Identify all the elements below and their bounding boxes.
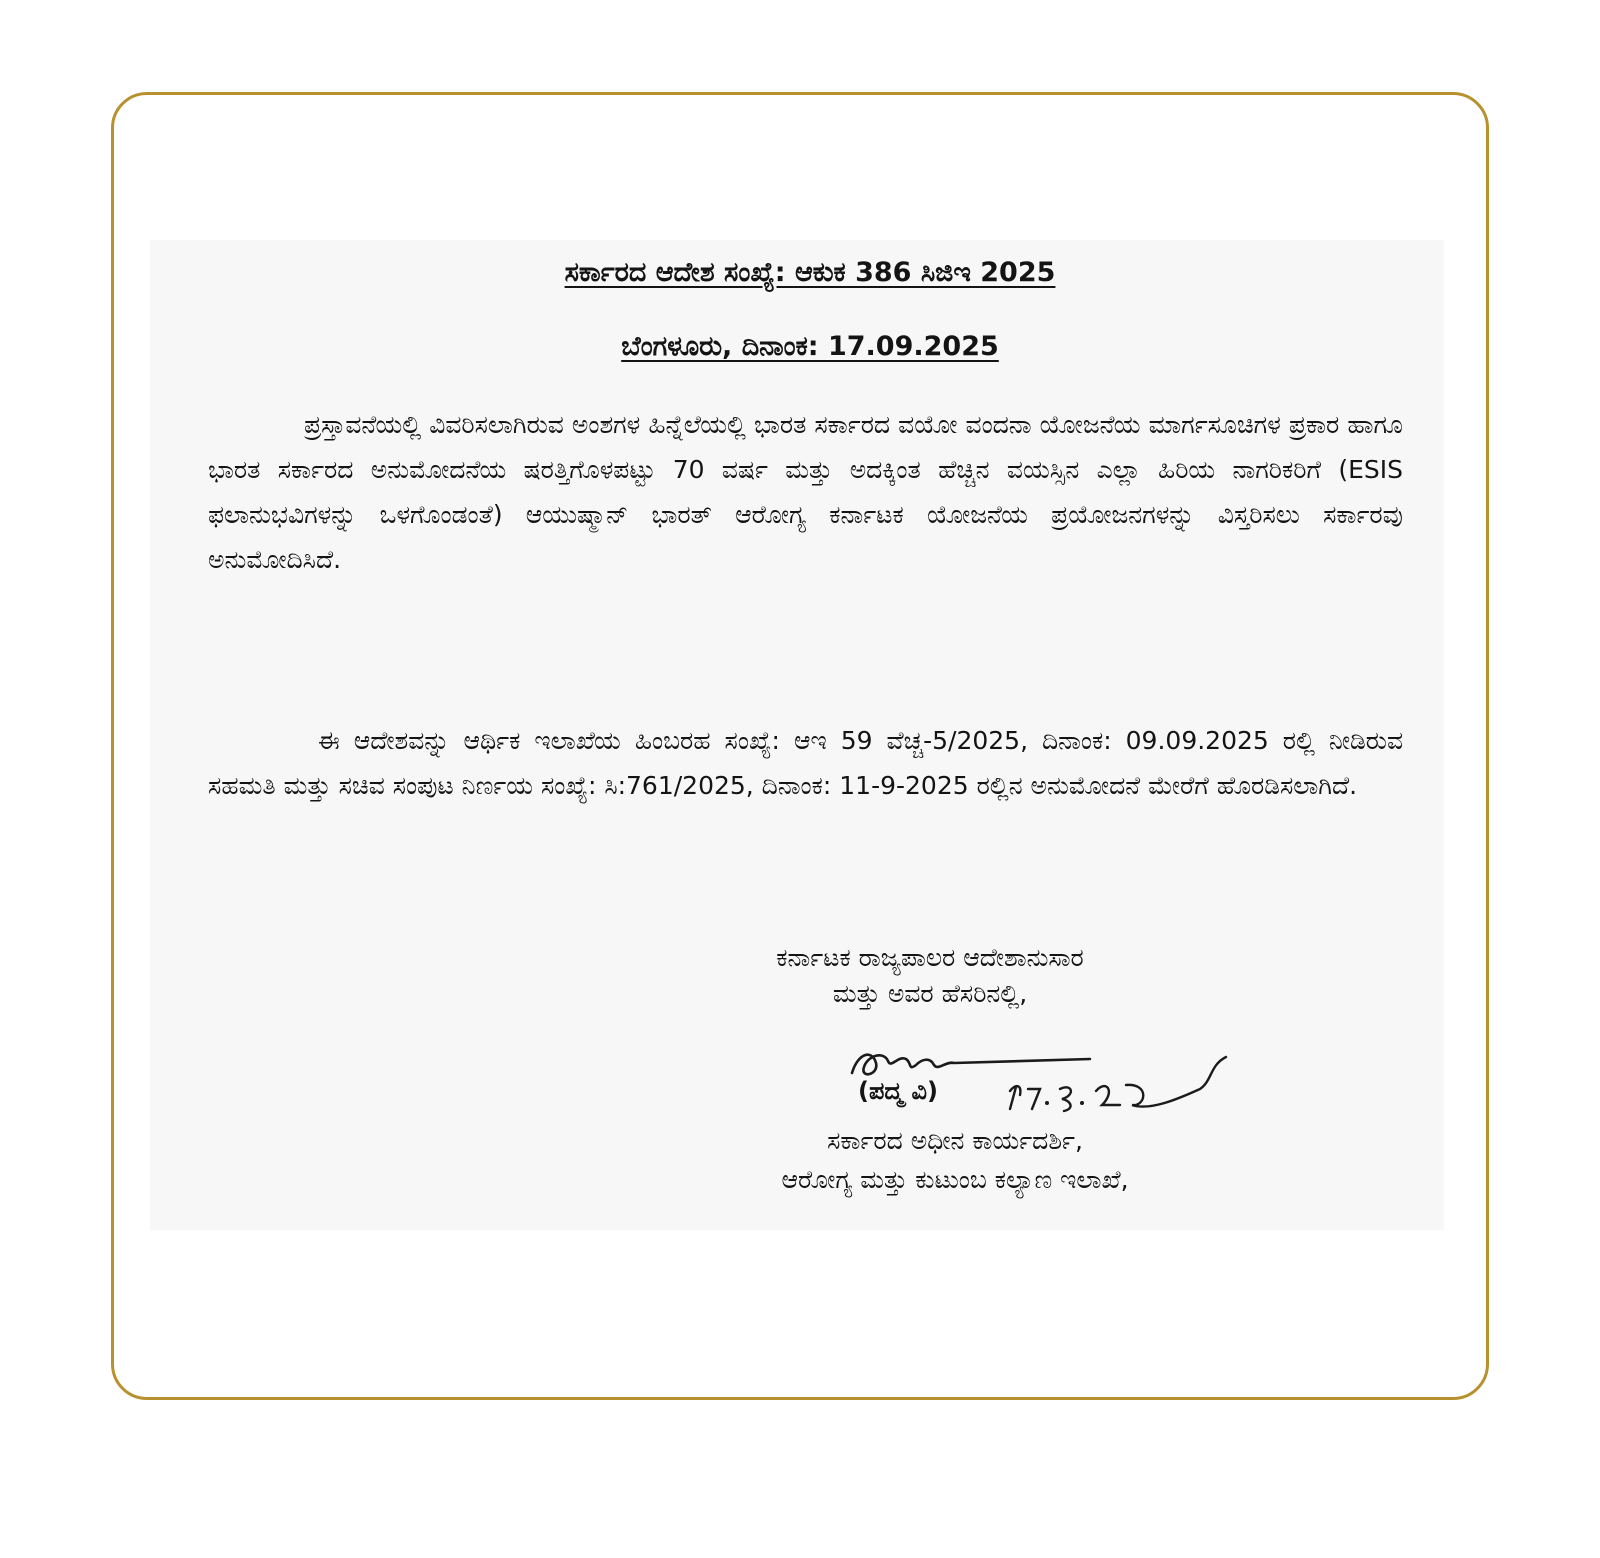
signatory-name: (ಪದ್ಮ ವಿ) xyxy=(858,1077,938,1105)
signature-block xyxy=(850,1045,1260,1125)
closing-line-name-of-governor: ಮತ್ತು ಅವರ ಹೆಸರಿನಲ್ಲಿ, xyxy=(832,979,1028,1008)
closing-line-governor-order: ಕರ್ನಾಟಕ ರಾಜ್ಯಪಾಲರ ಆದೇಶಾನುಸಾರ xyxy=(776,943,1084,972)
signatory-department: ಆರೋಗ್ಯ ಮತ್ತು ಕುಟುಂಬ ಕಲ್ಯಾಣ ಇಲಾಖೆ, xyxy=(781,1165,1129,1194)
order-paragraph-approval: ಪ್ರಸ್ತಾವನೆಯಲ್ಲಿ ವಿವರಿಸಲಾಗಿರುವ ಅಂಶಗಳ ಹಿನ್ನೆಲೆಯಲ್ಲಿ ಭಾರತ ಸರ್ಕಾರದ ವಯೋ ವಂದನಾ ಯೋಜನೆಯ ಮಾರ್ಗಸೂಚಿಗಳ ಪ್ರಕಾರ ಹಾಗೂ ಭಾರತ ಸರ್ಕಾರದ ಅನುಮೋದನೆಯ ಷರತ್ತಿಗೊಳಪಟ್ಟು 70 ವರ್ಷ ಮತ್ತು ಅದಕ್ಕಿಂತ ಹೆಚ್ಚಿನ ವಯಸ್ಸಿನ ಎಲ್ಲಾ ಹಿರಿಯ ನಾಗರಿಕರಿಗೆ (ESIS ಫಲಾನುಭವಿಗಳನ್ನು ಒಳಗೊಂಡಂತೆ) ಆಯುಷ್ಮಾನ್ ಭಾರತ್ ಆರೋಗ್ಯ ಕರ್ನಾಟಕ ಯೋಜನೆಯ ಪ್ರಯೋಜನಗಳನ್ನು ವಿಸ್ತರಿಸಲು ಸರ್ಕಾರವು ಅನುಮೋದಿಸಿದೆ. xyxy=(208,410,1403,574)
signatory-designation: ಸರ್ಕಾರದ ಅಧೀನ ಕಾರ್ಯದರ್ಶಿ, xyxy=(827,1126,1083,1155)
order-number-text: ಸರ್ಕಾರದ ಆದೇಶ ಸಂಖ್ಯೆ: ಆಕುಕ 386 ಸಿಜಿಇ 2025 xyxy=(564,257,1056,288)
order-number-heading xyxy=(190,256,1430,290)
place-date-heading xyxy=(190,330,1430,364)
place-date-text: ಬೆಂಗಳೂರು, ದಿನಾಂಕ: 17.09.2025 xyxy=(621,331,999,362)
order-paragraph-issuance: ಈ ಆದೇಶವನ್ನು ಆರ್ಥಿಕ ಇಲಾಖೆಯ ಹಿಂಬರಹ ಸಂಖ್ಯೆ: ಆಇ 59 ವೆಚ್ಚ-5/2025, ದಿನಾಂಕ: 09.09.2025 ರಲ್ಲಿ ನೀಡಿರುವ ಸಹಮತಿ ಮತ್ತು ಸಚಿವ ಸಂಪುಟ ನಿರ್ಣಯ ಸಂಖ್ಯೆ: ಸಿ:761/2025, ದಿನಾಂಕ: 11-9-2025 ರಲ್ಲಿನ ಅನುಮೋದನೆ ಮೇರೆಗೆ ಹೊರಡಿಸಲಾಗಿದೆ. xyxy=(208,726,1403,800)
